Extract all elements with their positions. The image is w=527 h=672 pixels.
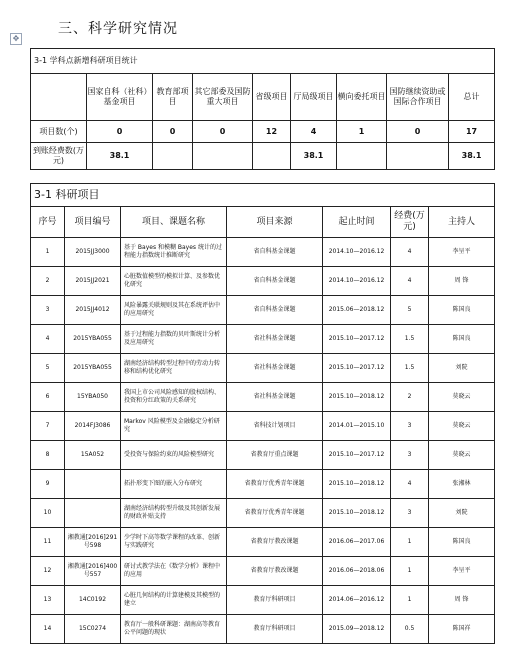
stats-row-label: 到账经费数(万元) (31, 143, 87, 170)
project-cell-pi: 莫晓云 (429, 383, 495, 412)
project-cell-period: 2015.09—2018.12 (323, 615, 391, 644)
project-cell-source: 省社科基金课题 (227, 354, 323, 383)
stats-header-cell: 其它部委及国防重大项目 (193, 74, 253, 121)
stats-header-cell (31, 74, 87, 121)
project-cell-funds: 4 (391, 470, 429, 499)
project-cell-name: 心脏数值模型的模拟计算、及参数优化研究 (121, 267, 227, 296)
project-cell-pi: 李呈平 (429, 557, 495, 586)
stats-header-cell: 国家自科（社科）基金项目 (87, 74, 153, 121)
table-row (31, 586, 495, 615)
stats-value-cell (387, 143, 449, 170)
project-cell-pi: 李呈平 (429, 238, 495, 267)
stats-value-cell: 0 (193, 121, 253, 143)
project-cell-code: 湘教通[2016]400号557 (65, 557, 121, 586)
project-table (30, 183, 495, 644)
stats-table (30, 48, 495, 170)
section-title: 三、科学研究情况 (58, 21, 178, 37)
project-cell-name: 教育厅一般科研课题：湖南高等教育公平问题的现状 (121, 615, 227, 644)
stats-row-label: 项目数(个) (31, 121, 87, 143)
project-cell-no: 10 (31, 499, 65, 528)
project-cell-no: 3 (31, 296, 65, 325)
project-cell-code: 14C0192 (65, 586, 121, 615)
stats-value-cell: 12 (253, 121, 291, 143)
project-cell-funds: 3 (391, 412, 429, 441)
project-cell-period: 2014.06—2016.12 (323, 586, 391, 615)
project-cell-code: 2015JJ4012 (65, 296, 121, 325)
stats-header-cell: 国防继续资助或国际合作项目 (387, 74, 449, 121)
project-cell-source: 教育厅科研项目 (227, 586, 323, 615)
project-cell-code: 2015YBA055 (65, 325, 121, 354)
project-cell-period: 2014.01—2015.10 (323, 412, 391, 441)
project-cell-no: 2 (31, 267, 65, 296)
stats-value-cell: 0 (87, 121, 153, 143)
project-cell-funds: 1 (391, 528, 429, 557)
project-cell-name: 研讨式教学法在《数学分析》课程中的应用 (121, 557, 227, 586)
stats-value-cell (337, 143, 387, 170)
project-cell-pi: 陈国良 (429, 528, 495, 557)
project-cell-pi: 陈国良 (429, 325, 495, 354)
stats-value-cell (193, 143, 253, 170)
stats-caption: 3-1 学科点新增科研项目统计 (31, 49, 495, 74)
project-cell-name: 拓扑形变下图的嵌入分布研究 (121, 470, 227, 499)
project-cell-source: 省教育厅优秀青年课题 (227, 499, 323, 528)
project-cell-pi: 陈国良 (429, 296, 495, 325)
project-cell-code: 湘教通[2016]291号598 (65, 528, 121, 557)
project-cell-name: 风险暴露关联规则及其在系统评估中的应用研究 (121, 296, 227, 325)
project-cell-name: 我国上市公司风险感知的股权结构、投资和分红政策的关系研究 (121, 383, 227, 412)
project-cell-source: 省自科基金课题 (227, 296, 323, 325)
project-cell-funds: 1 (391, 557, 429, 586)
project-cell-code: 2014FJ3086 (65, 412, 121, 441)
project-cell-name: 基于过程能力指数的贝叶斯统计分析及应用研究 (121, 325, 227, 354)
stats-value-cell: 38.1 (291, 143, 337, 170)
table-row (31, 267, 495, 296)
table-row (31, 499, 495, 528)
project-header-cell: 经费(万元) (391, 207, 429, 238)
project-cell-code: 15YBA050 (65, 383, 121, 412)
project-cell-no: 4 (31, 325, 65, 354)
project-cell-name: 湖南经济结构转型升级及其创新发展的财政补贴支持 (121, 499, 227, 528)
project-cell-pi: 陈国祥 (429, 615, 495, 644)
project-cell-source: 省社科基金课题 (227, 325, 323, 354)
project-cell-funds: 5 (391, 296, 429, 325)
project-cell-no: 12 (31, 557, 65, 586)
project-cell-source: 省社科基金课题 (227, 383, 323, 412)
project-cell-no: 6 (31, 383, 65, 412)
project-header-cell: 序号 (31, 207, 65, 238)
project-cell-funds: 0.5 (391, 615, 429, 644)
stats-row-funds (31, 143, 495, 170)
project-cell-period: 2015.10—2017.12 (323, 325, 391, 354)
project-cell-code: 15C0274 (65, 615, 121, 644)
table-row (31, 296, 495, 325)
table-row (31, 528, 495, 557)
project-cell-pi: 周 锋 (429, 586, 495, 615)
project-cell-period: 2014.10—2016.12 (323, 238, 391, 267)
project-cell-source: 省自科基金课题 (227, 267, 323, 296)
stats-header-row (31, 74, 495, 121)
project-cell-code: 2015JJ2021 (65, 267, 121, 296)
project-cell-code (65, 470, 121, 499)
table-row (31, 441, 495, 470)
project-cell-code: 2015YBA055 (65, 354, 121, 383)
project-header-cell: 项目来源 (227, 207, 323, 238)
project-cell-source: 省教育厅优秀青年课题 (227, 470, 323, 499)
project-cell-period: 2016.06—2017.06 (323, 528, 391, 557)
project-cell-pi: 周 锋 (429, 267, 495, 296)
stats-value-cell: 38.1 (449, 143, 495, 170)
project-cell-period: 2015.06—2018.12 (323, 296, 391, 325)
project-cell-no: 11 (31, 528, 65, 557)
project-cell-source: 省科技计划项目 (227, 412, 323, 441)
project-cell-funds: 1 (391, 586, 429, 615)
project-cell-no: 14 (31, 615, 65, 644)
table-row (31, 325, 495, 354)
stats-value-cell: 4 (291, 121, 337, 143)
project-cell-no: 8 (31, 441, 65, 470)
stats-value-cell (253, 143, 291, 170)
project-header-cell: 起止时间 (323, 207, 391, 238)
project-cell-period: 2015.10—2018.12 (323, 470, 391, 499)
project-cell-source: 省教育厅重点课题 (227, 441, 323, 470)
project-cell-pi: 莫晓云 (429, 412, 495, 441)
project-cell-name: 心脏几何结构的计算建模及其模型的建立 (121, 586, 227, 615)
project-cell-pi: 刘院 (429, 499, 495, 528)
project-cell-name: 少学时下高等数学课程的改革、创新与实践研究 (121, 528, 227, 557)
stats-value-cell: 17 (449, 121, 495, 143)
project-cell-funds: 1.5 (391, 325, 429, 354)
project-cell-period: 2016.06—2018.06 (323, 557, 391, 586)
project-cell-code: 2015JJ3000 (65, 238, 121, 267)
project-header-cell: 项目编号 (65, 207, 121, 238)
project-caption: 3-1 科研项目 (31, 184, 495, 207)
project-cell-funds: 1.5 (391, 354, 429, 383)
project-cell-period: 2014.10—2016.12 (323, 267, 391, 296)
project-cell-code: 15A052 (65, 441, 121, 470)
project-cell-name: 基于 Bayes 和模糊 Bayes 统计的过程能力指数统计推断研究 (121, 238, 227, 267)
project-cell-source: 省教育厅教改课题 (227, 528, 323, 557)
project-cell-name: 湖南经济结构转型过程中的劳动力转移和结构优化研究 (121, 354, 227, 383)
project-cell-pi: 莫晓云 (429, 441, 495, 470)
project-cell-source: 教育厅科研项目 (227, 615, 323, 644)
project-cell-funds: 2 (391, 383, 429, 412)
project-cell-funds: 4 (391, 267, 429, 296)
table-row (31, 557, 495, 586)
table-row (31, 238, 495, 267)
project-cell-funds: 3 (391, 441, 429, 470)
project-cell-no: 7 (31, 412, 65, 441)
stats-row-project-count (31, 121, 495, 143)
table-row (31, 412, 495, 441)
table-row (31, 383, 495, 412)
project-header-row (31, 207, 495, 238)
project-cell-funds: 4 (391, 238, 429, 267)
project-cell-no: 13 (31, 586, 65, 615)
project-cell-no: 9 (31, 470, 65, 499)
project-cell-period: 2015.10—2018.12 (323, 383, 391, 412)
project-cell-period: 2015.10—2017.12 (323, 354, 391, 383)
stats-header-cell: 省级项目 (253, 74, 291, 121)
stats-value-cell: 0 (387, 121, 449, 143)
project-header-cell: 主持人 (429, 207, 495, 238)
stats-header-cell: 厅局级项目 (291, 74, 337, 121)
project-cell-name: 受投资与保险约束的风险模型研究 (121, 441, 227, 470)
project-header-cell: 项目、课题名称 (121, 207, 227, 238)
stats-value-cell: 0 (153, 121, 193, 143)
project-cell-source: 省自科基金课题 (227, 238, 323, 267)
stats-value-cell (153, 143, 193, 170)
table-move-handle-icon[interactable]: ✥ (10, 33, 22, 45)
project-cell-name: Markov 风险模型及金融稳定分析研究 (121, 412, 227, 441)
project-cell-source: 省教育厅教改课题 (227, 557, 323, 586)
project-cell-pi: 刘院 (429, 354, 495, 383)
project-cell-period: 2015.10—2018.12 (323, 499, 391, 528)
table-row (31, 615, 495, 644)
project-cell-no: 1 (31, 238, 65, 267)
stats-value-cell: 38.1 (87, 143, 153, 170)
project-cell-code (65, 499, 121, 528)
project-cell-funds: 3 (391, 499, 429, 528)
stats-header-cell: 教育部项目 (153, 74, 193, 121)
stats-value-cell: 1 (337, 121, 387, 143)
project-cell-pi: 张湘林 (429, 470, 495, 499)
project-cell-no: 5 (31, 354, 65, 383)
project-cell-period: 2015.10—2017.12 (323, 441, 391, 470)
stats-header-cell: 横向委托项目 (337, 74, 387, 121)
stats-header-cell: 总计 (449, 74, 495, 121)
table-row (31, 470, 495, 499)
table-row (31, 354, 495, 383)
